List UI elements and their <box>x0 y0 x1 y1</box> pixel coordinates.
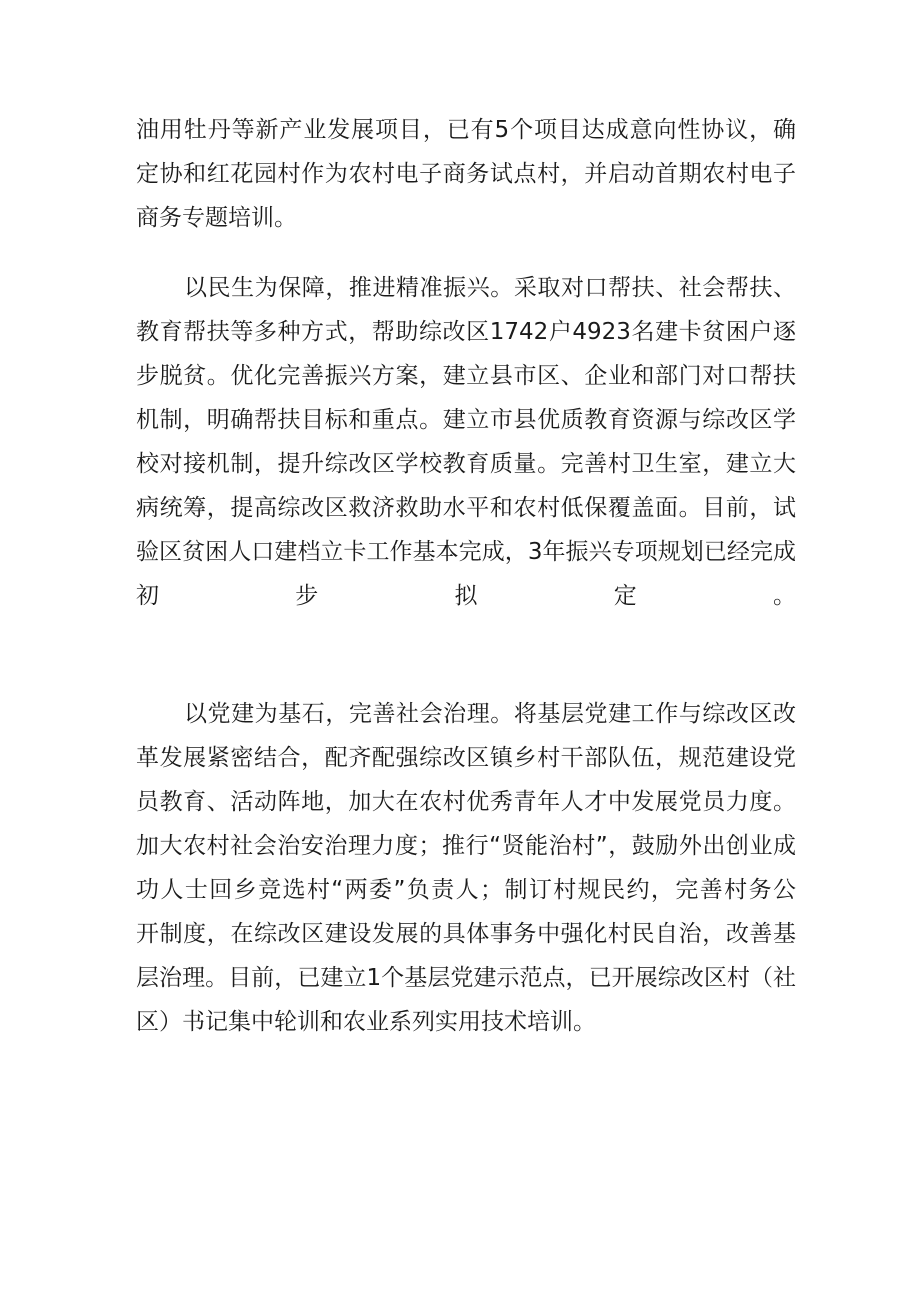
text-line: 革发展紧密结合，配齐配强综改区镇乡村干部队伍，规范建设党 <box>136 745 796 771</box>
text-line: 功人士回乡竞选村“两委”负责人；制订村规民约，完善村务公 <box>136 877 796 903</box>
text-line: 校对接机制，提升综改区学校教育质量。完善村卫生室，建立大 <box>136 451 796 477</box>
text-line <box>136 618 796 662</box>
text-line: 区）书记集中轮训和农业系列实用技术培训。 <box>136 1009 596 1035</box>
text-line: 开制度，在综改区建设发展的具体事务中强化村民自治，改善基 <box>136 921 796 947</box>
text-line: 员教育、活动阵地，加大在农村优秀青年人才中发展党员力度。 <box>136 789 796 815</box>
text-line: 病统筹，提高综改区救济救助水平和农村低保覆盖面。目前，试 <box>136 495 796 521</box>
text-line: 教育帮扶等多种方式，帮助综改区1742户4923名建卡贫困户逐 <box>136 319 796 345</box>
text-line: 层治理。目前，已建立1个基层党建示范点，已开展综改区村（社 <box>136 965 796 991</box>
text-line: 验区贫困人口建档立卡工作基本完成，3年振兴专项规划已经完成 <box>136 539 796 565</box>
text-line: 商务专题培训。 <box>136 205 297 231</box>
text-line: 以党建为基石，完善社会治理。将基层党建工作与综改区改 <box>184 701 796 727</box>
text-line: 初步拟定。 <box>136 583 796 609</box>
text-line: 油用牡丹等新产业发展项目，已有5个项目达成意向性协议，确 <box>136 117 796 143</box>
text-line: 定协和红花园村作为农村电子商务试点村，并启动首期农村电子 <box>136 161 796 187</box>
text-line: 加大农村社会治安治理力度；推行“贤能治村”，鼓励外出创业成 <box>136 833 796 859</box>
text-line: 步脱贫。优化完善振兴方案，建立县市区、企业和部门对口帮扶 <box>136 363 796 389</box>
text-line: 机制，明确帮扶目标和重点。建立市县优质教育资源与综改区学 <box>136 407 796 433</box>
text-line: 以民生为保障，推进精准振兴。采取对口帮扶、社会帮扶、 <box>184 275 796 301</box>
